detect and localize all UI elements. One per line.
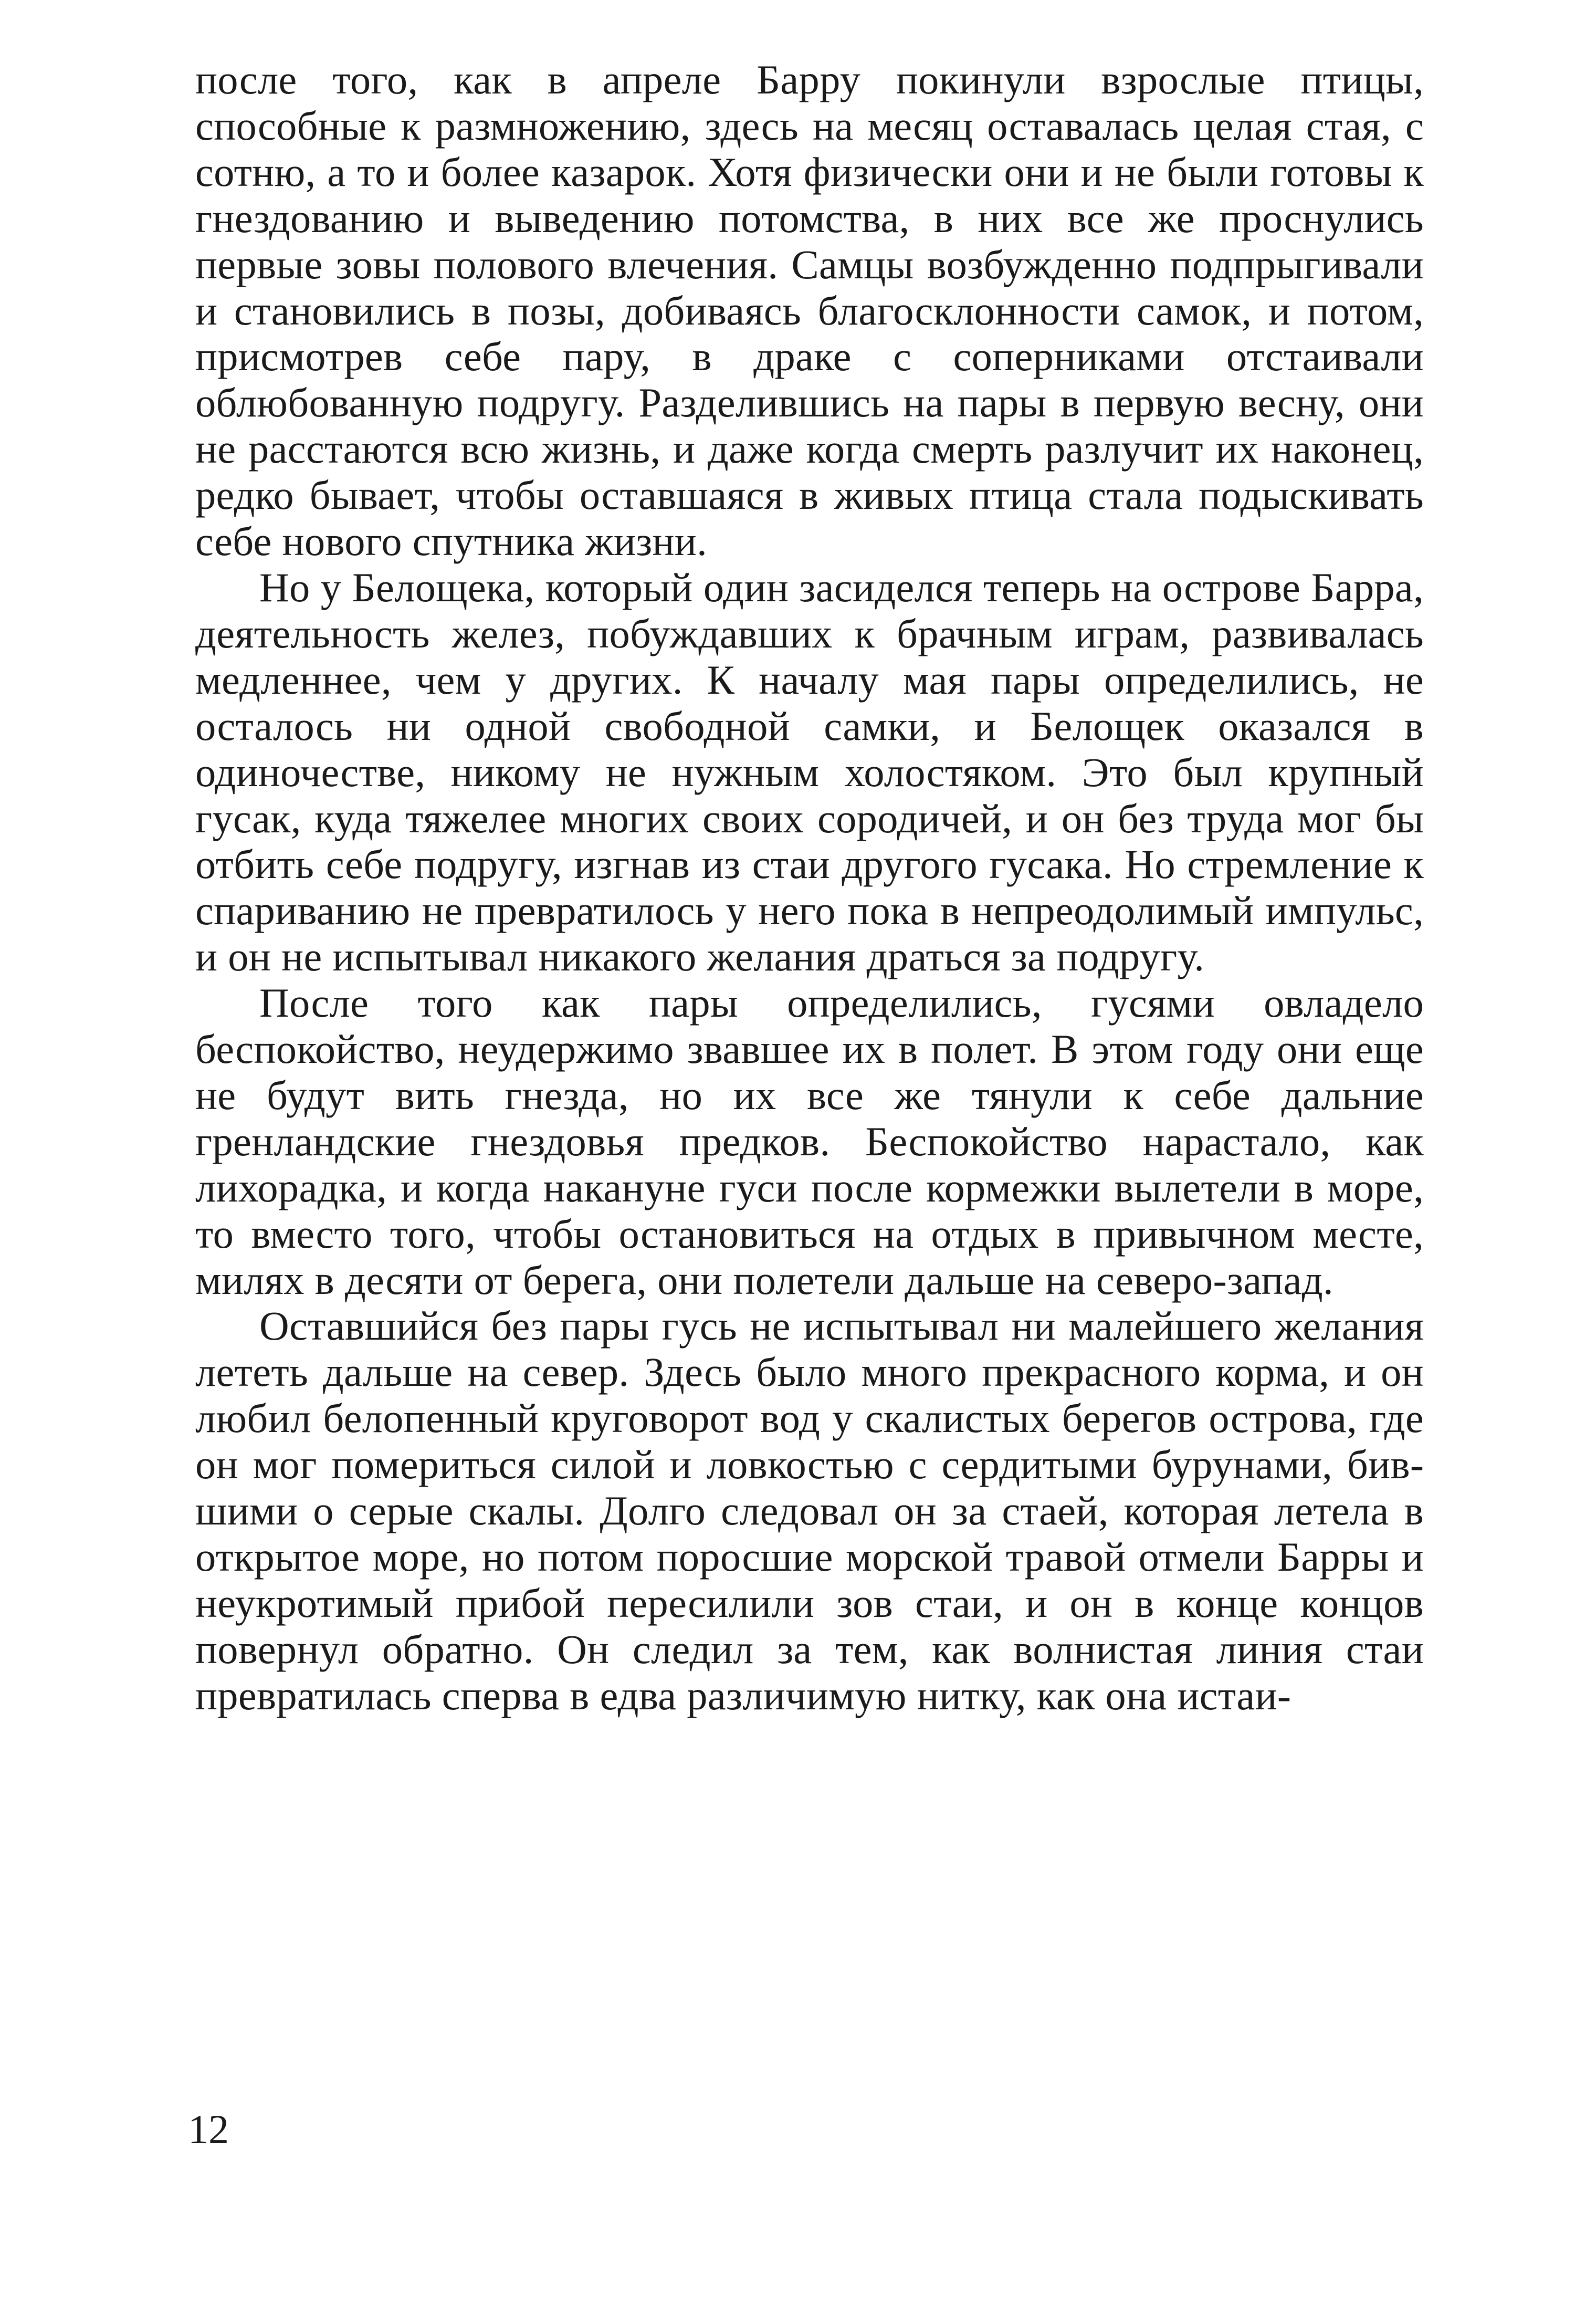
page-number: 12 — [188, 2106, 229, 2152]
paragraph-2: Но у Белощека, который один засиделся теперь на острове Барра, деятельность желез, побуждавших к брачным играм, развивалась медленнее, чем у других. К началу мая пары определились, не осталось ни одной свободной самки, и Белощек оказался в одиночестве, никому не нужным холостяком. Это был крупный гусак, куда тяжелее многих своих сородичей, и он без труда мог бы отбить себе подругу, изгнав из стаи другого гусака. Но стремление к спариванию не превратилось у него пока в непреодолимый импульс, и он не испытывал никакого желания драться за подругу. — [195, 564, 1424, 980]
paragraph-1: после того, как в апреле Барру покинули взрослые птицы, способные к размножению, здесь на месяц оставалась целая стая, с сотню, а то и более казарок. Хотя физически они и не были готовы к гнездованию и выведению потомства, в них все же проснулись первые зовы полового влечения. Самцы возбужденно подпрыгивали и становились в позы, добиваясь благосклонности самок, и потом, присмотрев себе пару, в драке с соперниками отстаивали облюбованную подругу. Разделившись на пары в первую весну, они не расстаются всю жизнь, и даже когда смерть разлучит их наконец, редко бывает, чтобы оставшаяся в живых птица стала подыскивать себе нового спутника жизни. — [195, 57, 1424, 565]
body-text — [195, 57, 1424, 1719]
paragraph-4: Оставшийся без пары гусь не испытывал ни малейшего желания лететь дальше на север. Здесь было много прекрасного корма, и он любил белопенный круговорот вод у скалистых берегов острова, где он мог помериться силой и ловкостью с сердитыми бурунами, бившими о серые скалы. Долго следовал он за стаей, которая летела в открытое море, но потом поросшие морской травой отмели Барры и неукротимый прибой пересилили зов стаи, и он в конце концов повернул обратно. Он следил за тем, как волнистая линия стаи превратилась сперва в едва различимую нитку, как она истаи- — [195, 1303, 1424, 1718]
paragraph-3: После того как пары определились, гусями овладело беспокойство, неудержимо звавшее их в полет. В этом году они еще не будут вить гнезда, но их все же тянули к себе дальние гренландские гнездовья предков. Беспокойство нарастало, как лихорадка, и когда накануне гуси после кормежки вылетели в море, то вместо того, чтобы остановиться на отдых в привычном месте, милях в десяти от берега, они полетели дальше на северо-запад. — [195, 980, 1424, 1303]
